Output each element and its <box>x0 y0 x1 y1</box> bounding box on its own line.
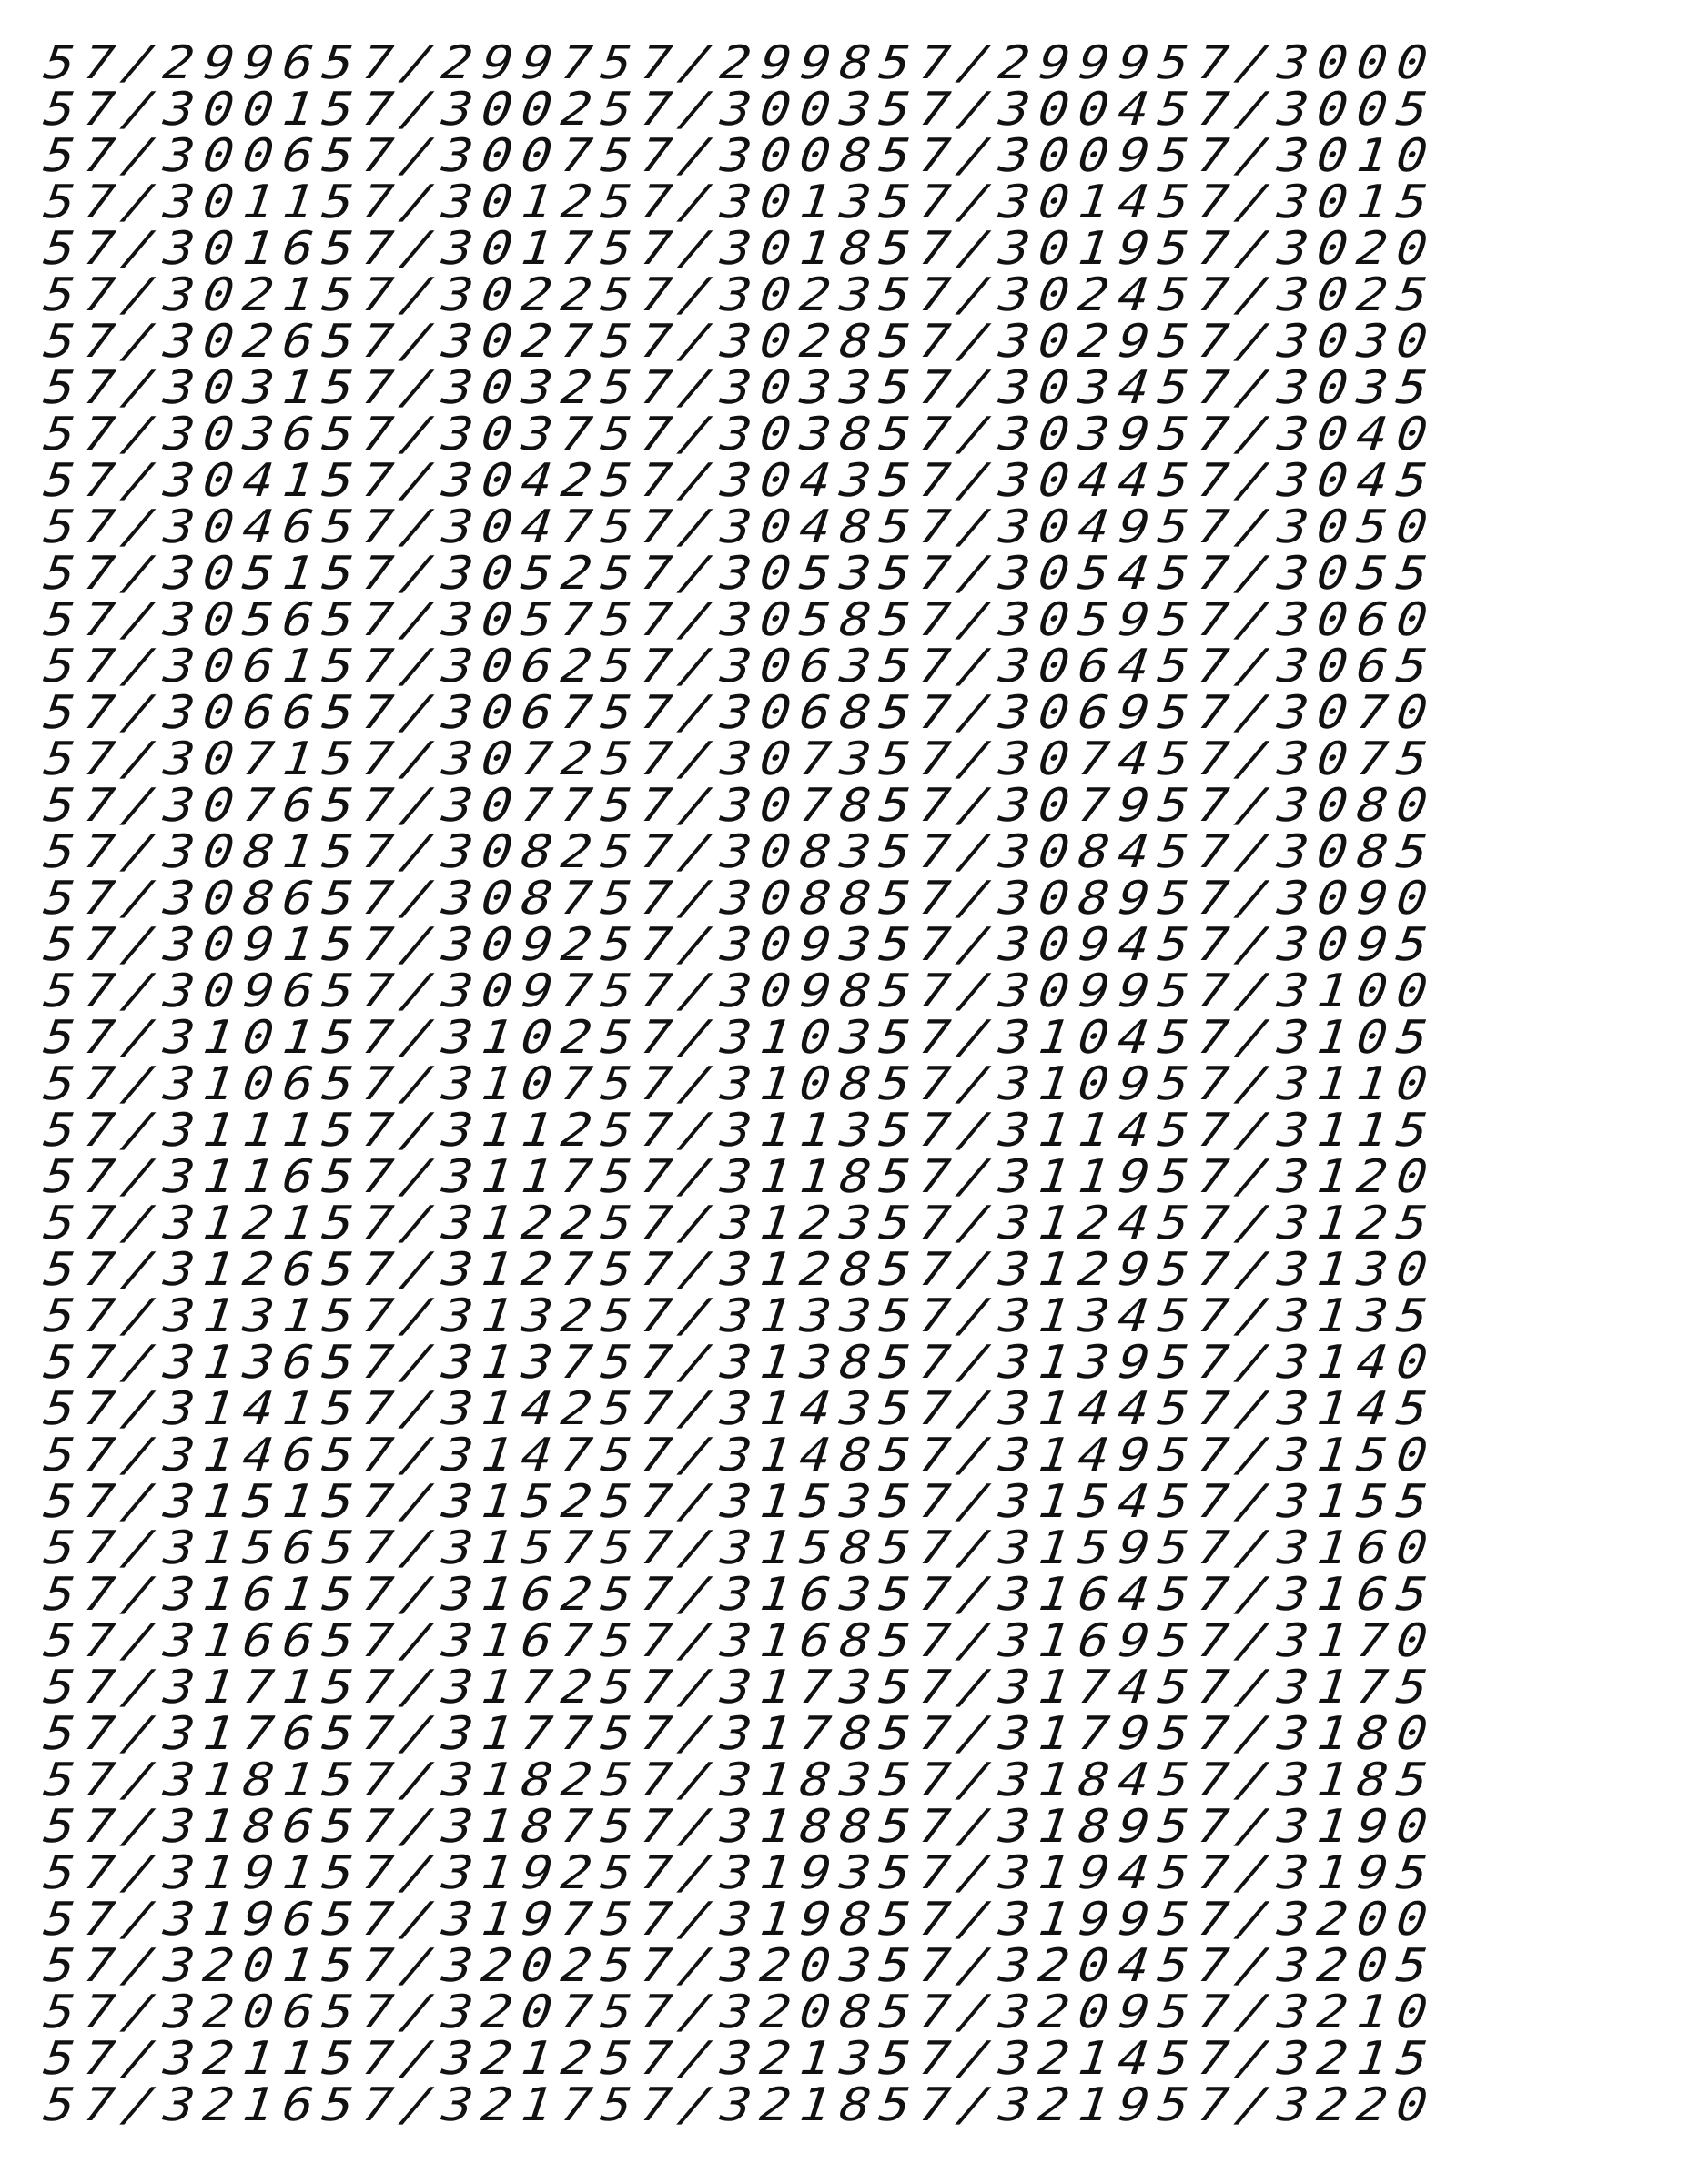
text-line: 57/315657/315757/315857/315957/3160 <box>35 1522 1445 1575</box>
text-line: 57/303157/303257/303357/303457/3035 <box>35 361 1445 415</box>
text-line: 57/317657/317757/317857/317957/3180 <box>35 1707 1445 1761</box>
text-line: 57/303657/303757/303857/303957/3040 <box>35 408 1445 461</box>
text-line: 57/304657/304757/304857/304957/3050 <box>35 500 1445 554</box>
text-line: 57/316657/316757/316857/316957/3170 <box>35 1614 1445 1668</box>
text-line: 57/314657/314757/314857/314957/3150 <box>35 1429 1445 1482</box>
text-line: 57/305657/305757/305857/305957/3060 <box>35 593 1445 647</box>
text-line: 57/313657/313757/313857/313957/3140 <box>35 1336 1445 1390</box>
text-line: 57/302157/302257/302357/302457/3025 <box>35 268 1445 322</box>
text-line: 57/300157/300257/300357/300457/3005 <box>35 83 1445 136</box>
text-line: 57/308157/308257/308357/308457/3085 <box>35 825 1445 879</box>
text-line: 57/307157/307257/307357/307457/3075 <box>35 733 1445 786</box>
text-line: 57/309657/309757/309857/309957/3100 <box>35 965 1445 1018</box>
text-line: 57/300657/300757/300857/300957/3010 <box>35 129 1445 183</box>
text-line: 57/315157/315257/315357/315457/3155 <box>35 1475 1445 1529</box>
text-line: 57/321157/321257/321357/321457/3215 <box>35 2032 1445 2086</box>
text-line: 57/310157/310257/310357/310457/3105 <box>35 1011 1445 1065</box>
text-line: 57/306157/306257/306357/306457/3065 <box>35 640 1445 693</box>
text-line: 57/314157/314257/314357/314457/3145 <box>35 1382 1445 1436</box>
text-line: 57/319657/319757/319857/319957/3200 <box>35 1893 1445 1946</box>
text-line: 57/301657/301757/301857/301957/3020 <box>35 222 1445 276</box>
text-line: 57/304157/304257/304357/304457/3045 <box>35 454 1445 508</box>
text-line: 57/311157/311257/311357/311457/3115 <box>35 1104 1445 1158</box>
text-line: 57/302657/302757/302857/302957/3030 <box>35 315 1445 369</box>
text-line: 57/311657/311757/311857/311957/3120 <box>35 1150 1445 1204</box>
text-line: 57/312157/312257/312357/312457/3125 <box>35 1197 1445 1250</box>
text-line: 57/320657/320757/320857/320957/3210 <box>35 1986 1445 2039</box>
handwritten-lines <box>35 36 1664 2132</box>
text-line: 57/301157/301257/301357/301457/3015 <box>35 176 1445 229</box>
text-line: 57/319157/319257/319357/319457/3195 <box>35 1846 1445 1900</box>
text-line: 57/310657/310757/310857/310957/3110 <box>35 1057 1445 1111</box>
text-line: 57/308657/308757/308857/308957/3090 <box>35 872 1445 925</box>
text-line: 57/320157/320257/320357/320457/3205 <box>35 1939 1445 1993</box>
text-line: 57/309157/309257/309357/309457/3095 <box>35 918 1445 972</box>
text-line: 57/307657/307757/307857/307957/3080 <box>35 779 1445 833</box>
text-line: 57/318657/318757/318857/318957/3190 <box>35 1800 1445 1854</box>
text-line: 57/321657/321757/321857/321957/3220 <box>35 2078 1445 2132</box>
text-line: 57/317157/317257/317357/317457/3175 <box>35 1661 1445 1714</box>
text-line: 57/318157/318257/318357/318457/3185 <box>35 1754 1445 1807</box>
text-line: 57/305157/305257/305357/305457/3055 <box>35 547 1445 601</box>
text-line: 57/316157/316257/316357/316457/3165 <box>35 1568 1445 1622</box>
text-line: 57/299657/299757/299857/299957/3000 <box>35 36 1445 90</box>
text-line: 57/312657/312757/312857/312957/3130 <box>35 1243 1445 1297</box>
text-line: 57/313157/313257/313357/313457/3135 <box>35 1289 1445 1343</box>
text-line: 57/306657/306757/306857/306957/3070 <box>35 686 1445 740</box>
